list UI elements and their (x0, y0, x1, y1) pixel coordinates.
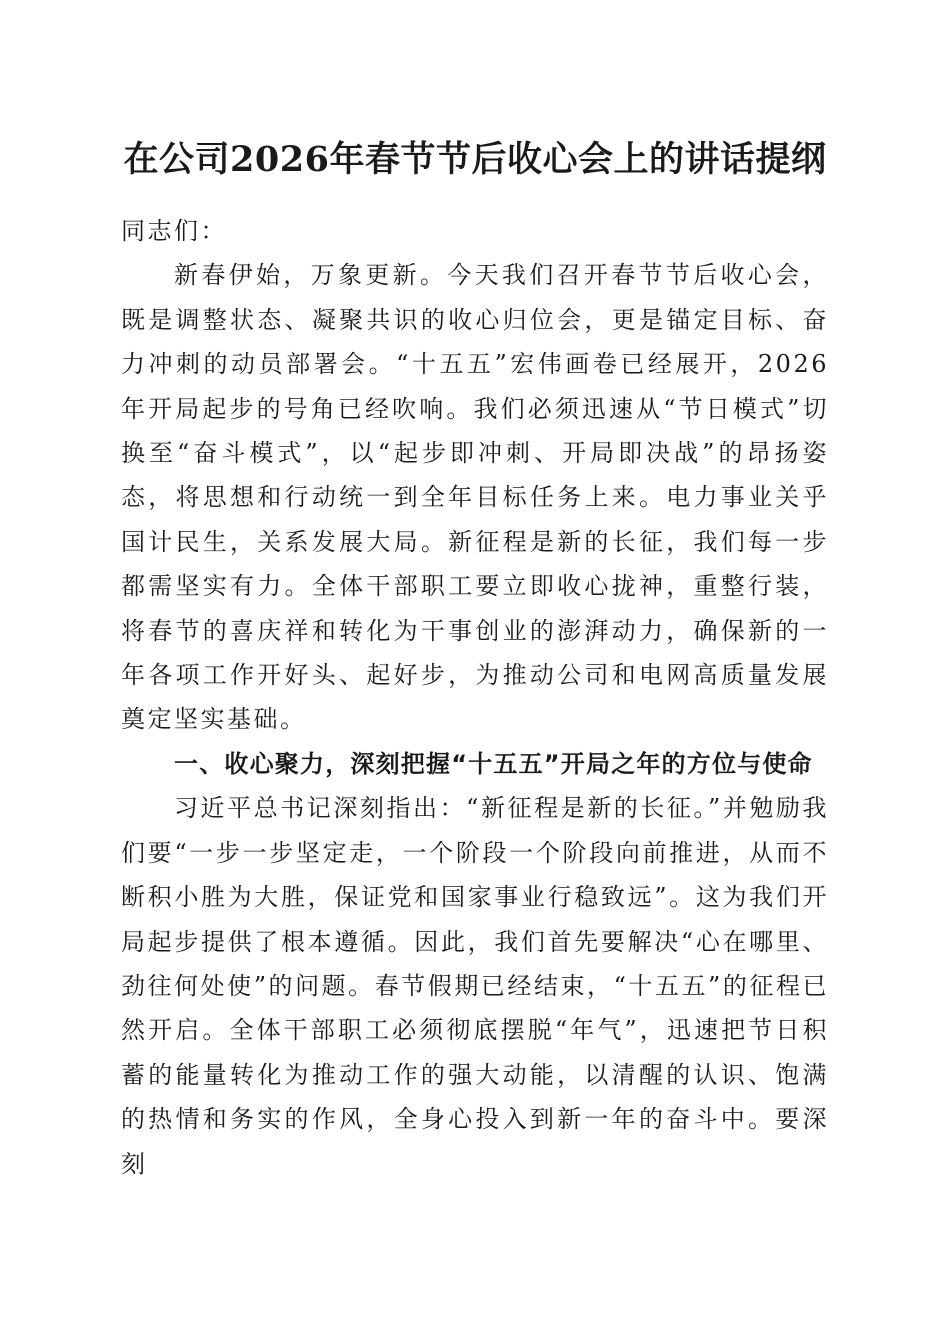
intro-paragraph: 新春伊始，万象更新。今天我们召开春节节后收心会，既是调整状态、凝聚共识的收心归位会，更是锚定目标、奋力冲刺的动员部署会。“十五五”宏伟画卷已经展开，2026年开局起步的号角已经吹响。我们必须迅速从“节日模式”切换至“奋斗模式”，以“起步即冲刺、开局即决战”的昂扬姿态，将思想和行动统一到全年目标任务上来。电力事业关乎国计民生，关系发展大局。新征程是新的长征，我们每一步都需坚实有力。全体干部职工要立即收心拢神，重整行装，将春节的喜庆祥和转化为干事创业的澎湃动力，确保新的一年各项工作开好头、起好步，为推动公司和电网高质量发展奠定坚实基础。 (121, 261, 829, 734)
document-title: 在公司2026年春节节后收心会上的讲话提纲 (123, 139, 827, 180)
section-1-paragraph: 习近平总书记深刻指出：“新征程是新的长征。”并勉励我们要“一步一步坚定走，一个阶段一个阶段向前推进，从而不断积小胜为大胜，保证党和国家事业行稳致远”。这为我们开局起步提供了根本遵循。因此，我们首先要解决“心在哪里、劲往何处使”的问题。春节假期已经结束，“十五五”的征程已然开启。全体干部职工必须彻底摆脱“年气”，迅速把节日积蓄的能量转化为推动工作的强大动能，以清醒的认识、饱满的热情和务实的作风，全身心投入到新一年的奋斗中。要深刻 (121, 794, 829, 1178)
salutation: 同志们： (121, 217, 227, 245)
document-body (121, 209, 829, 1186)
section-1-heading: 一、收心聚力，深刻把握“十五五”开局之年的方位与使命 (174, 749, 813, 778)
